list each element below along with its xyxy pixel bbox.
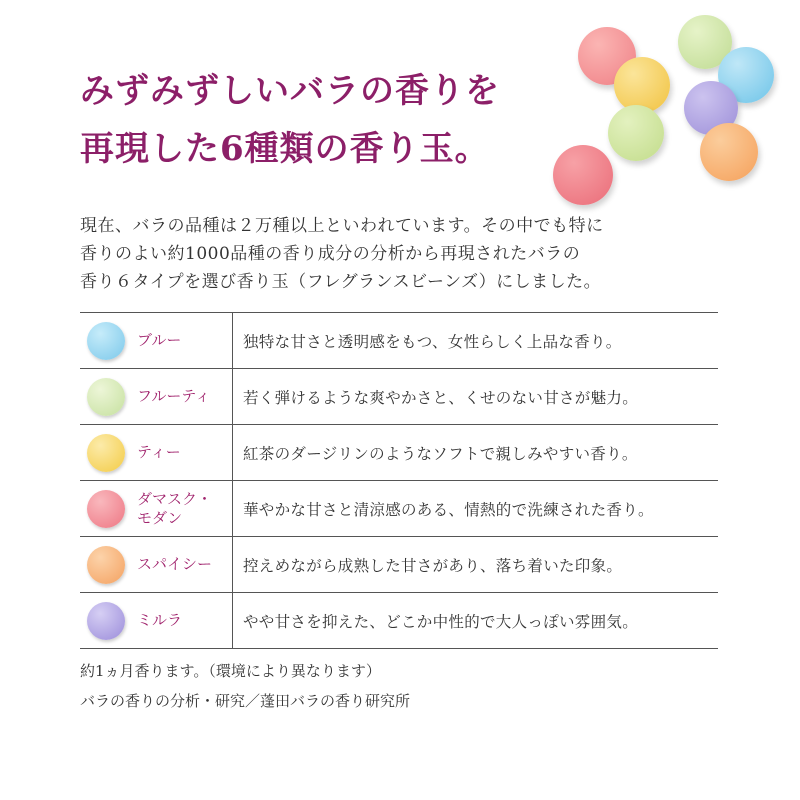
intro-text (80, 212, 730, 296)
type-name: ダマスク・ モダン (137, 489, 213, 527)
type-description: 紅茶のダージリンのようなソフトで親しみやすい香り。 (243, 444, 638, 463)
swatch-spicy (87, 546, 125, 584)
bean-red (553, 145, 613, 205)
swatch-damask-modern (87, 490, 125, 528)
type-cell (80, 481, 233, 536)
type-name: フルーティ (137, 387, 211, 405)
table-row (80, 425, 718, 481)
type-cell (80, 313, 233, 368)
headline-line-2: 再現した6種類の香り玉。 (80, 129, 490, 169)
swatch-myrrh (87, 602, 125, 640)
swatch-tea (87, 434, 125, 472)
type-cell (80, 593, 233, 648)
headline (80, 62, 550, 178)
type-description: 独特な甘さと透明感をもつ、女性らしく上品な香り。 (243, 332, 622, 351)
bean-lime (608, 105, 664, 161)
table-row (80, 593, 718, 649)
fragrance-table (80, 312, 718, 649)
type-cell (80, 425, 233, 480)
table-row (80, 481, 718, 537)
type-name: ティー (137, 443, 181, 461)
type-description: やや甘さを抑えた、どこか中性的で大人っぽい雰囲気。 (243, 612, 639, 631)
type-name: スパイシー (137, 555, 213, 573)
swatch-fruity (87, 378, 125, 416)
bean-orange (700, 123, 758, 181)
type-name: ミルラ (137, 611, 183, 629)
type-description: 若く弾けるような爽やかさと、くせのない甘さが魅力。 (243, 388, 639, 407)
type-cell (80, 537, 233, 592)
intro-line-1: 現在、バラの品種は２万種以上といわれています。その中でも特に (80, 216, 604, 236)
intro-line-2: 香りのよい約1000品種の香り成分の分析から再現されたバラの (80, 244, 581, 264)
swatch-blue (87, 322, 125, 360)
footnote-credit: バラの香りの分析・研究／蓬田バラの香り研究所 (80, 692, 411, 710)
footnotes (80, 656, 410, 716)
type-name: ブルー (137, 331, 182, 349)
footnote-duration: 約1ヵ月香ります。（環境により異なります） (80, 662, 381, 680)
type-description: 華やかな甘さと清涼感のある、情熱的で洗練された香り。 (243, 500, 654, 519)
table-row (80, 369, 718, 425)
intro-line-3: 香り６タイプを選び香り玉（フレグランスビーンズ）にしました。 (80, 272, 602, 292)
type-cell (80, 369, 233, 424)
headline-line-1: みずみずしいバラの香りを (80, 71, 500, 111)
table-row (80, 313, 718, 369)
table-row (80, 537, 718, 593)
fragrance-beans-image (550, 5, 800, 205)
bean-yellow (614, 57, 670, 113)
type-description: 控えめながら成熟した甘さがあり、落ち着いた印象。 (243, 556, 623, 575)
